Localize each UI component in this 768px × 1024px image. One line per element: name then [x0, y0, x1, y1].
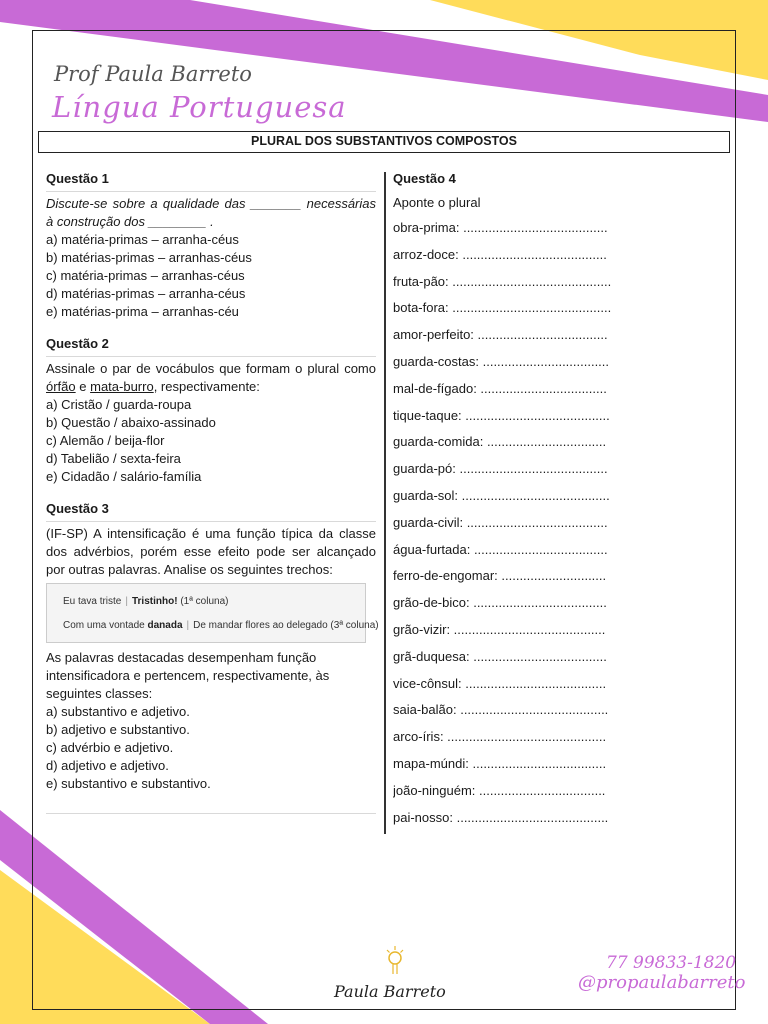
phone-number: 77 99833-1820 [606, 953, 737, 973]
left-column [46, 170, 379, 828]
plural-item: grã-duquesa: ..................................... [393, 648, 607, 664]
lightbulb-icon [385, 946, 405, 982]
plural-item: guarda-comida: ................................. [393, 434, 607, 450]
plural-item: fruta-pão: ............................................ [393, 273, 612, 289]
excerpt-line-1: Eu tava triste | Tristinho! (1ª coluna) [63, 596, 229, 607]
plural-item: guarda-pó: ......................................... [393, 461, 608, 477]
option: a) substantivo e adjetivo. [46, 704, 190, 719]
question-3-prompt: (IF-SP) A intensificação é uma função típica da classe dos advérbios, porém esse efeito pode ser alcançado por outras palavras. Analise os seguintes trechos: [46, 526, 376, 577]
prompt-text: , respectivamente: [153, 379, 260, 394]
plural-item: mal-de-fígado: ................................... [393, 380, 607, 396]
instagram-handle: @propaulabarreto [578, 972, 746, 993]
question-2-heading: Questão 2 [46, 335, 376, 357]
underlined-word: órfão [46, 379, 76, 394]
highlighted-word: danada [147, 620, 183, 631]
plural-item: grão-de-bico: ..................................... [393, 595, 607, 611]
plural-item: obra-prima: ........................................ [393, 220, 608, 235]
right-column [393, 170, 643, 835]
excerpt-text: (1ª coluna) [180, 596, 229, 607]
divider [46, 813, 376, 814]
option: a) matéria-primas – arranha-céus [46, 232, 239, 247]
plural-item: guarda-civil: ....................................... [393, 514, 608, 530]
plural-item: arco-íris: ............................................ [393, 729, 607, 745]
column-divider [384, 172, 386, 834]
option: b) matérias-primas – arranhas-céus [46, 250, 252, 265]
question-3-heading: Questão 3 [46, 500, 376, 522]
option: d) adjetivo e adjetivo. [46, 758, 169, 773]
excerpt-text: De mandar flores ao delegado (3ª coluna) [193, 620, 379, 631]
question-3-after: As palavras destacadas desempenham função intensificadora e pertencem, respectivamente, às seguintes classes: [46, 650, 330, 701]
brand-logo-text: Paula Barreto [334, 982, 446, 1001]
option: e) matérias-prima – arranhas-céu [46, 304, 239, 319]
question-4-intro: Aponte o plural [393, 195, 481, 210]
excerpt-image [46, 583, 379, 643]
option: b) Questão / abaixo-assinado [46, 415, 216, 430]
question-1 [46, 170, 376, 321]
prompt-text: Assinale o par de vocábulos que formam o plural como [46, 361, 376, 376]
option: e) substantivo e substantivo. [46, 776, 211, 791]
question-3 [46, 500, 379, 814]
excerpt-line-2: Com uma vontade danada | De mandar flores ao delegado (3ª coluna) [63, 620, 379, 631]
subject-title: Língua Portuguesa [52, 90, 347, 124]
option: a) Cristão / guarda-roupa [46, 397, 192, 412]
plural-item: tique-taque: ........................................ [393, 407, 610, 423]
plural-item: amor-perfeito: .................................... [393, 327, 608, 343]
plural-item: água-furtada: ..................................... [393, 541, 608, 557]
plural-item: bota-fora: ............................................ [393, 300, 612, 316]
plural-item: guarda-costas: ................................... [393, 353, 610, 369]
excerpt-text: Com uma vontade [63, 620, 145, 631]
plural-item: vice-cônsul: ....................................... [393, 675, 607, 691]
plural-item: mapa-múndi: ..................................... [393, 755, 607, 771]
excerpt-text: Eu tava triste [63, 596, 122, 607]
option: c) Alemão / beija-flor [46, 433, 165, 448]
highlighted-word: Tristinho! [131, 596, 178, 607]
plural-item: grão-vizir: .......................................... [393, 621, 606, 637]
option: e) Cidadão / salário-família [46, 469, 202, 484]
question-1-prompt: Discute-se sobre a qualidade das _______ necessárias à construção dos ________ . [46, 196, 376, 229]
worksheet-title: PLURAL DOS SUBSTANTIVOS COMPOSTOS [38, 131, 730, 153]
option: c) advérbio e adjetivo. [46, 740, 174, 755]
plural-item: pai-nosso: .......................................... [393, 809, 609, 825]
question-4-heading: Questão 4 [393, 171, 456, 186]
option: c) matéria-primas – arranhas-céus [46, 268, 245, 283]
plural-item: guarda-sol: ......................................... [393, 487, 610, 503]
option: d) matérias-primas – arranha-céus [46, 286, 246, 301]
prompt-text: e [75, 379, 91, 394]
plural-item: arroz-doce: ........................................ [393, 246, 607, 262]
option: b) adjetivo e substantivo. [46, 722, 190, 737]
option: d) Tabelião / sexta-feira [46, 451, 181, 466]
author-name: Prof Paula Barreto [54, 62, 252, 86]
question-2-prompt [46, 360, 376, 396]
question-2 [46, 335, 376, 486]
underlined-word: mata-burro [90, 379, 154, 394]
question-1-heading: Questão 1 [46, 170, 376, 192]
plural-item: ferro-de-engomar: ............................. [393, 568, 607, 584]
plural-item: saia-balão: ......................................... [393, 702, 609, 718]
plural-item: joão-ninguém: ................................... [393, 782, 606, 798]
plural-list [393, 219, 643, 835]
